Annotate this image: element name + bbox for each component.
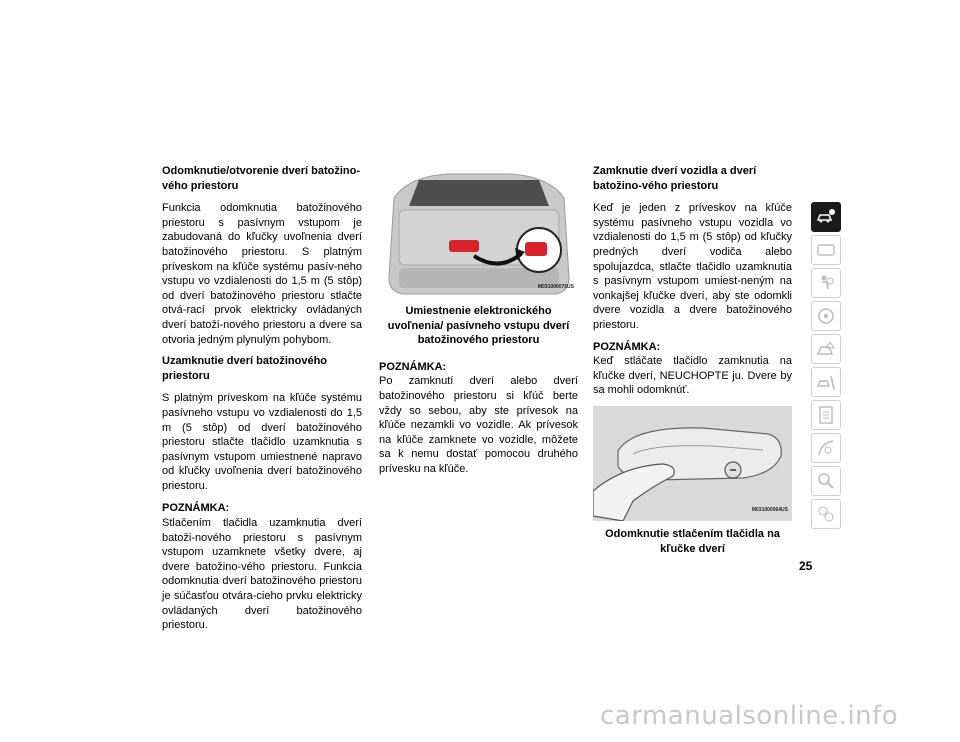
- tab-airbag-safety[interactable]: [811, 268, 841, 298]
- languages-icon: [815, 503, 837, 525]
- car-info-icon: [815, 206, 837, 228]
- tab-dashboard-warning[interactable]: [811, 235, 841, 265]
- paragraph-lock-liftgate: S platným príveskom na kľúče systému pasívneho vstupu vo vzdialenosti do 1,5 m (5 stôp) od dverí batožinového priestoru stlačte tlačidlo uzamknutia s pasívnym vstupom umiestnené napravo od kľučky uvoľnenia dverí batožinového priestoru.: [162, 392, 362, 492]
- note-text: Po zamknutí dverí alebo dverí batožinového priestoru si kľúč berte vždy so sebou, aby ste prívesok na kľúče nezamkli vo vozidle. Ak prívesok na kľúče zamknete vo vozidle, môžete sa k nemu dostať pomocou druhého prívesku na kľúče.: [379, 375, 578, 475]
- liftgate-illustration: [379, 168, 578, 298]
- section-heading-unlock-liftgate: Odomknutie/otvorenie dverí batožino-vého priestoru: [162, 165, 361, 192]
- tab-specifications[interactable]: [811, 400, 841, 430]
- right-column: [593, 164, 792, 568]
- figure-code: M031000064US: [751, 507, 788, 514]
- note-text: Stlačením tlačidla uzamknutia dverí batoži-nového priestoru s pasívnym vstupom uzamknete všetky dvere, aj dvere batožino-vého priestoru. Funkcia odomknutia dverí batožinového priestoru je súčasťou otvára-cieho prvku elektricky ovládaných dverí batožinového priestoru.: [162, 517, 362, 632]
- tab-servicing[interactable]: [811, 367, 841, 397]
- tab-languages[interactable]: [811, 499, 841, 529]
- servicing-icon: [815, 371, 837, 393]
- liftgate-release-figure: [379, 168, 578, 298]
- tab-car-info[interactable]: [811, 202, 841, 232]
- note-label: POZNÁMKA:: [379, 360, 447, 373]
- left-column: [162, 164, 362, 640]
- middle-column: [379, 168, 578, 484]
- paragraph-lock-vehicle: Keď je jeden z príveskov na kľúče systému pasívneho vstupu vozidla vo vzdialenosti do 1,5 m (5 stôp) od kľučky predných dverí vodiča alebo spolujazdca, stlačte tlačidlo uzamknutia s pasívnym vstupom umiest-neným na vonkajšej kľučke dverí, aby ste odomkli dvere vozidla a dvere batožinového priestoru.: [593, 202, 792, 331]
- tail-light-zoom: [525, 242, 547, 256]
- section-heading-lock-liftgate: Uzamknutie dverí batožinového priestoru: [162, 355, 328, 382]
- chapter-tabs: [811, 202, 841, 532]
- tail-light-left: [449, 240, 479, 252]
- note-label: POZNÁMKA:: [162, 502, 230, 515]
- paragraph-unlock-liftgate: Funkcia odomknutia batožinového priestoru s pasívnym vstupom je zabudovaná do kľučky uvoľnenia dverí batožinového priestoru. S platným príveskom na kľúče systému pasív-neho vstupu vo vzdialenosti do 1,5 m (5 stôp) od dverí batožinového priestoru stlačte otvá-rací prvok elektricky ovládaných dverí batoži-nového priestoru a dvere sa otvoria jedným plynulým pohybom.: [162, 202, 362, 346]
- multimedia-icon: [815, 437, 837, 459]
- specifications-icon: [815, 404, 837, 426]
- tab-steering-wheel[interactable]: [811, 301, 841, 331]
- figure-code: M031000075US: [537, 284, 574, 291]
- airbag-safety-icon: [815, 272, 837, 294]
- note-text: Keď stláčate tlačidlo zamknutia na kľučke dverí, NEUCHOPTE ju. Dvere by sa mohli odomknúť.: [593, 355, 792, 397]
- search-index-icon: [815, 470, 837, 492]
- watermark: carmanualsonline.info: [600, 701, 899, 731]
- figure-caption: Umiestnenie elektronického uvoľnenia/ pasívneho vstupu dverí batožinového priestoru: [387, 305, 570, 347]
- steering-wheel-icon: [815, 305, 837, 327]
- emergency-icon: [815, 338, 837, 360]
- page-number: 25: [799, 559, 813, 573]
- dashboard-warning-icon: [815, 239, 837, 261]
- tab-search-index[interactable]: [811, 466, 841, 496]
- section-heading-lock-vehicle: Zamknutie dverí vozidla a dverí batožino-vého priestoru: [593, 165, 757, 192]
- tab-emergency[interactable]: [811, 334, 841, 364]
- note-label: POZNÁMKA:: [593, 340, 661, 353]
- figure-caption: Odomknutie stlačením tlačidla na kľučke dverí: [605, 527, 780, 555]
- door-handle-figure: [593, 406, 792, 521]
- tab-multimedia[interactable]: [811, 433, 841, 463]
